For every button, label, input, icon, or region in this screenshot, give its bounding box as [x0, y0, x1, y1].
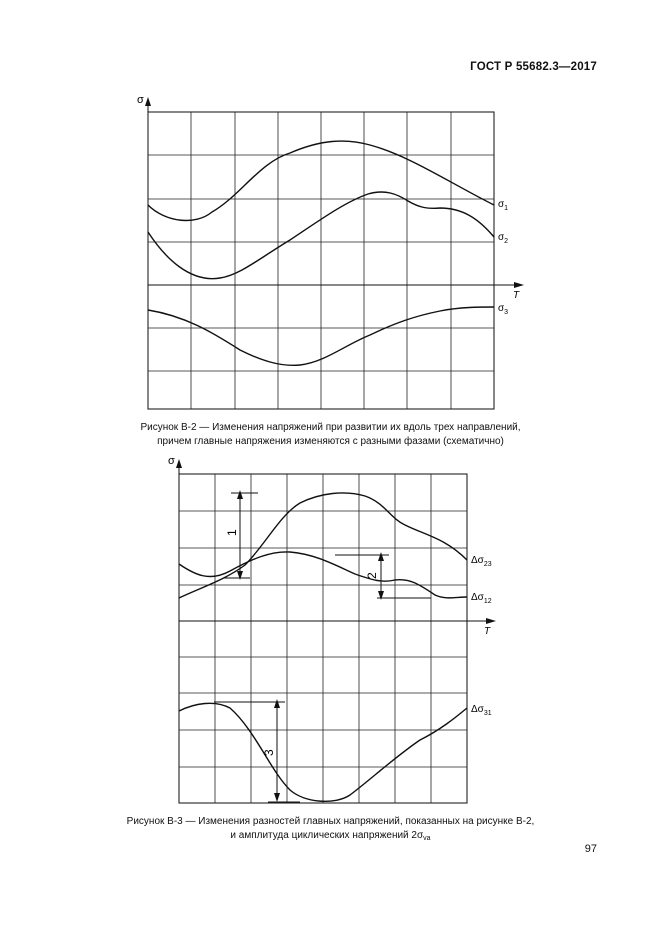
grid [148, 112, 494, 409]
y-axis-arrow [145, 97, 151, 106]
marker-label-1: 1 [225, 529, 239, 536]
y-axis-label: σ [137, 94, 144, 106]
document-header-standard: ГОСТ Р 55682.3—2017 [470, 61, 597, 73]
figure-b2-caption-line1: Рисунок В-2 — Изменения напряжений при развитии их вдоль трех направлений, [140, 422, 521, 433]
y-axis-arrow [176, 459, 182, 468]
label-delta-sigma12: $\Delta\sigma_{12}$ [471, 592, 492, 605]
x-axis-label: T [513, 290, 520, 301]
page-number: 97 [584, 843, 597, 855]
figure-b3-stress-difference-chart [0, 450, 661, 815]
figure-b2-caption [0, 421, 661, 449]
caption-line2-subscript: va [423, 835, 431, 842]
grid [179, 474, 467, 803]
x-axis-arrow [514, 282, 524, 288]
label-sigma1: $\sigma_1$ [498, 199, 509, 212]
figure-b3-caption-line1: Рисунок В-3 — Изменения разностей главных напряжений, показанных на рисунке В-2, [126, 816, 535, 827]
marker-label-3: 3 [262, 749, 276, 756]
marker-label-2: 2 [365, 572, 379, 579]
figure-b2-caption-line2: причем главные напряжения изменяются с разными фазами (схематично) [157, 436, 504, 447]
x-axis-arrow [486, 618, 496, 624]
label-delta-sigma23: $\Delta\sigma_{23}$ [471, 555, 492, 568]
caption-line2-text: и амплитуда циклических напряжений 2σ [230, 830, 424, 841]
label-delta-sigma31: $\Delta\sigma_{31}$ [471, 704, 492, 717]
x-axis-label: T [484, 626, 491, 637]
figure-b3-caption [0, 815, 661, 846]
figure-b2-stress-chart [0, 85, 661, 415]
figure-b3-caption-line2 [0, 829, 661, 846]
label-sigma2: $\sigma_2$ [498, 232, 509, 245]
amplitude-marker-2 [335, 552, 431, 600]
label-sigma3: $\sigma_3$ [498, 303, 509, 316]
y-axis-label: σ [168, 455, 175, 467]
